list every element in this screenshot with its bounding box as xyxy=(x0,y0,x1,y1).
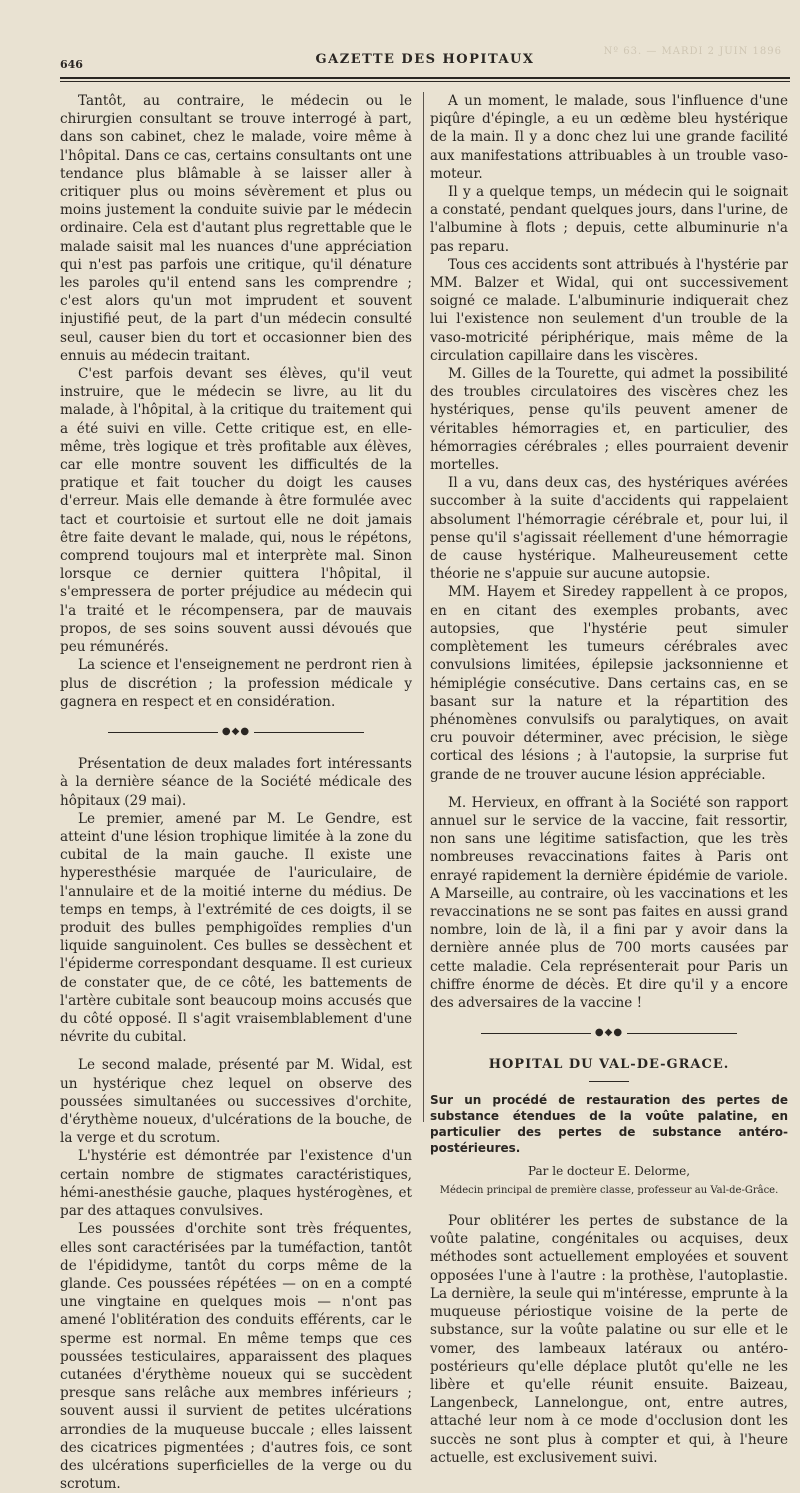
paragraph-gap xyxy=(60,1046,412,1056)
page-number: 646 xyxy=(60,58,83,71)
column-divider xyxy=(423,92,424,1122)
paragraph: Présentation de deux malades fort intéressants à la dernière séance de la Société médicale des hôpitaux (29 mai). xyxy=(60,756,412,809)
ornament-glyph: ●◆● xyxy=(221,725,251,737)
paragraph: Les poussées d'orchite sont très fréquentes, elles sont caractérisées par la tuméfaction, tantôt de l'épididyme, tantôt du corps même de la glande. Ces poussées répétées — on en a compté une vingtaine en quelques mois — n'ont pas amené l'oblitération des conduits efférents, car le sperme est normal. En même temps que ces poussées testiculaires, apparaissent des plaques cutanées d'érythème noueux qui se succèdent presque sans relâche aux membres inférieurs ; souvent aussi il survient de petites ulcérations arrondies de la muqueuse buccale ; elles laissent des cicatrices pigmentées ; d'autres fois, ce sont des ulcérations superficielles de la verge ou du scrotum. xyxy=(60,1221,412,1493)
paragraph: Le premier, amené par M. Le Gendre, est atteint d'une lésion trophique limitée à la zone du cubital de la main gauche. Il existe une hyperesthésie marquée de l'auriculaire, de l'annulaire et de la moitié interne du médius. De temps en temps, à l'extrémité de ces doigts, il se produit des bulles pemphigoïdes remplies d'un liquide sanguinolent. Ces bulles se dessèchent et l'épiderme correspondant desquame. Il est curieux de constater que, de ce côté, les battements de l'artère cubitale sont beaucoup moins accusés que du côté opposé. Il s'agit vraisemblablement d'une névrite du cubital. xyxy=(60,810,412,1046)
ornament-line xyxy=(254,732,364,733)
paragraph: M. Hervieux, en offrant à la Société son rapport annuel sur le service de la vaccine, fait ressortir, non sans une légitime satisfaction, que les très nombreuses revaccinations faites à Paris ont enrayé rapidement la dernière épidémie de variole. A Marseille, au contraire, où les vaccinations et les revaccinations ne se sont pas faites en aussi grand nombre, loin de là, il a fini par y avoir dans la dernière année plus de 700 morts causées par cette maladie. Cela représenterait pour Paris un chiffre énorme de décès. Et dire qu'il y a encore des adversaires de la vaccine ! xyxy=(430,794,788,1011)
ornament-glyph: ●◆● xyxy=(594,1027,624,1039)
paragraph: Pour oblitérer les pertes de substance de la voûte palatine, congénitales ou acquises, deux méthodes sont actuellement employées et souvent opposées l'une à l'autre : la prothèse, l'autoplastie. La dernière, la seule qui m'intéresse, emprunte à la muqueuse périostique voisine de la perte de substance, sur la voûte palatine ou sur elle et le vomer, des lambeaux latéraux ou antéro-postérieurs qu'elle déplace plutôt qu'elle ne les libère et qu'elle réunit ensuite. Baizeau, Langenbeck, Lannelongue, ont, entre autres, attaché leur nom à ce mode d'occlusion dont les succès ne sont plus à compter et qui, à l'heure actuelle, est exclusivement suivi. xyxy=(430,1213,788,1466)
heading-rule xyxy=(589,1081,629,1082)
ornament-line xyxy=(108,732,218,733)
author-role: Médecin principal de première classe, professeur au Val-de-Grâce. xyxy=(439,1184,779,1196)
paragraph-gap xyxy=(430,784,788,794)
section-ornament xyxy=(60,723,412,741)
header-rule-thin xyxy=(60,81,790,82)
paragraph: L'hystérie est démontrée par l'existence d'un certain nombre de stigmates caractéristiques, hémi-anesthésie gauche, plaques hystérogènes, et par des attaques convulsives. xyxy=(60,1148,412,1220)
bleed-through-text: Nº 63. — MARDI 2 JUIN 1896 xyxy=(603,46,782,57)
ornament-line xyxy=(627,1033,737,1034)
journal-title: GAZETTE DES HOPITAUX xyxy=(315,52,535,67)
paragraph: Il y a quelque temps, un médecin qui le soignait a constaté, pendant quelques jours, dans l'urine, de l'albumine à flots ; depuis, cette albuminurie n'a pas reparu. xyxy=(430,184,788,255)
section-heading: HOPITAL DU VAL-DE-GRACE. xyxy=(488,1057,730,1073)
paragraph: A un moment, le malade, sous l'influence d'une piqûre d'épingle, a eu un œdème bleu hystérique de la main. Il y a donc chez lui une grande facilité aux manifestations attribuables à un trouble vaso-moteur. xyxy=(430,93,788,182)
paragraph: Le second malade, présenté par M. Widal, est un hystérique chez lequel on observe des poussées simultanées ou successives d'orchite, d'érythème noueux, d'ulcérations de la bouche, de la verge et du scrotum. xyxy=(60,1057,412,1147)
paragraph: C'est parfois devant ses élèves, qu'il veut instruire, que le médecin se livre, au lit du malade, à l'hôpital, à la critique du traitement qui a été suivi en ville. Cette critique est, en elle-même, très logique et très profitable aux élèves, car elle montre souvent les difficultés de la pratique et fait toucher du doigt les causes d'erreur. Mais elle demande à être formulée avec tact et courtoisie et surtout elle ne doit jamais être faite devant le malade, qui, nous le répétons, comprend toujours mal et interprète mal. Sinon lorsque ce dernier quittera l'hôpital, il s'empressera de porter préjudice au médecin qui l'a traité et le récompensera, par de mauvais propos, de ses soins souvent aussi dévoués que peu rémunérés. xyxy=(60,366,412,656)
ornament-line xyxy=(481,1033,591,1034)
right-column xyxy=(430,92,788,1467)
page-header xyxy=(60,44,790,74)
article-author: Par le docteur E. Delorme, xyxy=(527,1163,691,1178)
paragraph: Tantôt, au contraire, le médecin ou le chirurgien consultant se trouve interrogé à part, dans son cabinet, chez le malade, voire même à l'hôpital. Dans ce cas, certains consultants ont une tendance plus blâmable à se laisser aller à critiquer plus ou moins sévèrement et plus ou moins justement la conduite suivie par le médecin ordinaire. Cela est d'autant plus regrettable que le malade saisit mal les nuances d'une appréciation qui n'est pas parfois une critique, qu'il dénature les paroles qu'il entend sans les comprendre ; c'est alors qu'un mot imprudent et souvent injustifié peut, de la part d'un médecin consulté seul, causer bien du tort et occasionner bien des ennuis au médecin traitant. xyxy=(60,93,412,364)
paragraph: La science et l'enseignement ne perdront rien à plus de discrétion ; la profession médicale y gagnera en respect et en considération. xyxy=(60,657,412,710)
section-ornament xyxy=(430,1024,788,1042)
paragraph: MM. Hayem et Siredey rappellent à ce propos, en en citant des exemples probants, avec autopsies, que l'hystérie peut simuler complètement les tumeurs cérébrales avec convulsions limitées, épilepsie jacksonnienne et hémiplégie consécutive. Dans certains cas, en se basant sur la nature et la répartition des phénomènes convulsifs ou paralytiques, on avait cru pouvoir déterminer, avec précision, le siège cortical des lésions ; à l'autopsie, la surprise fut grande de ne trouver aucune lésion appréciable. xyxy=(430,584,788,783)
paragraph: M. Gilles de la Tourette, qui admet la possibilité des troubles circulatoires des viscères chez les hystériques, pense qu'ils peuvent amener de véritables hémorragies et, en particulier, des hémorragies cérébrales ; elles pourraient devenir mortelles. xyxy=(430,366,788,474)
paragraph: Tous ces accidents sont attribués à l'hystérie par MM. Balzer et Widal, qui ont successivement soigné ce malade. L'albuminurie indiquerait chez lui l'existence non seulement d'un trouble de la vaso-motricité périphérique, mais même de la circulation capillaire dans les viscères. xyxy=(430,256,788,364)
article-title: Sur un procédé de restauration des pertes de substance étendues de la voûte palatine, en particulier des pertes de substance antéro-postérieures. xyxy=(430,1092,788,1155)
left-column xyxy=(60,92,412,1493)
header-rule-thick xyxy=(60,77,790,79)
paragraph: Il a vu, dans deux cas, des hystériques avérées succomber à la suite d'accidents qui rappelaient absolument l'hémorragie cérébrale et, pour lui, il pense qu'il s'agissait réellement d'une hémorragie de cause hystérique. Malheureusement cette théorie ne s'appuie sur aucune autopsie. xyxy=(430,475,788,583)
